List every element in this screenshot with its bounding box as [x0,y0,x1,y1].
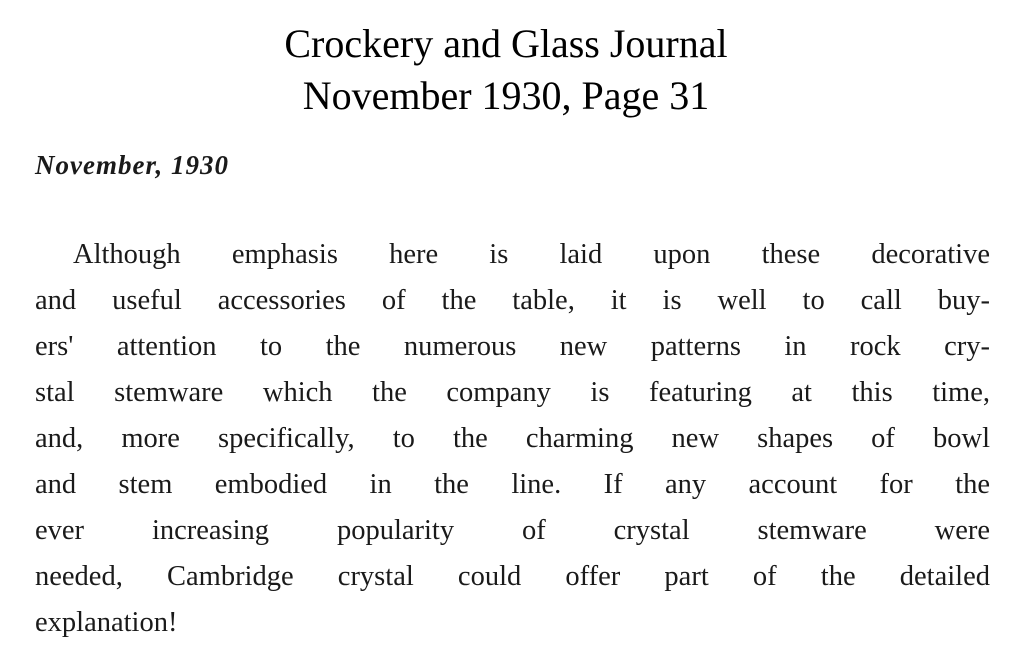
article-line: ers' attention to the numerous new patterns in rock cry- [35,331,990,362]
article-line: ever increasing popularity of crystal stemware were [35,515,990,546]
article-line: and, more specifically, to the charming new shapes of bowl [35,423,990,454]
issue-date-heading: November, 1930 [35,150,229,180]
article-line: needed, Cambridge crystal could offer part of the detailed [35,561,990,592]
article-paragraph [35,232,990,646]
title-issue-page: November 1930, Page 31 [302,73,710,118]
article-line: and useful accessories of the table, it is well to call buy- [35,285,990,316]
article-line: explanation! [35,607,178,638]
article-line: and stem embodied in the line. If any account for the [35,469,990,500]
article-line: stal stemware which the company is featuring at this time, [35,377,990,408]
document-title [0,18,1012,122]
article-line: Although emphasis here is laid upon these decorative [73,239,990,270]
title-publication: Crockery and Glass Journal [284,21,728,66]
